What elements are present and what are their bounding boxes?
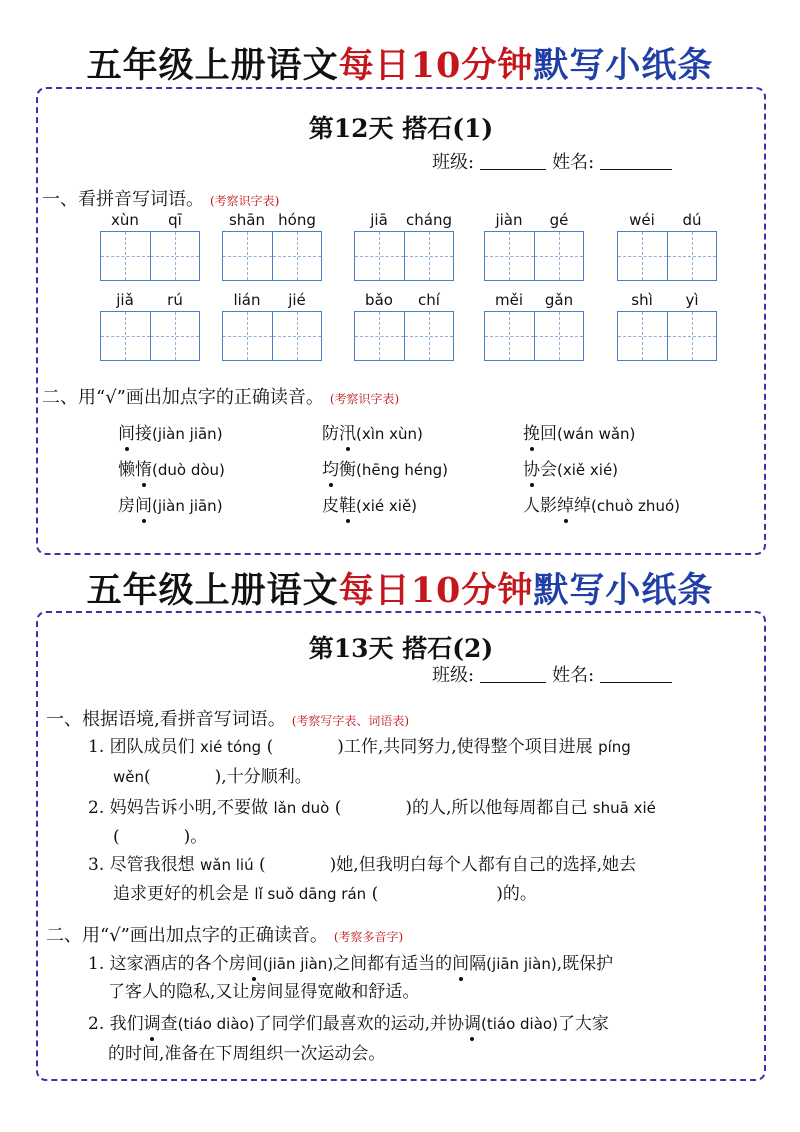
class-label: 班级: <box>432 665 475 686</box>
section-title: 一、根据语境,看拼音写词语。 <box>46 709 286 730</box>
section-note: (考察写字表、词语表) <box>291 714 410 728</box>
pinyin-label: shì yì <box>631 291 699 309</box>
name-blank[interactable] <box>600 664 672 683</box>
section-note: (考察识字表) <box>210 194 280 208</box>
writing-grid[interactable] <box>100 311 200 361</box>
day12-section2 <box>42 383 399 409</box>
question-2-line1: 2. 妈妈告诉小明,不要做 lǎn duò ( )的人,所以他每周都自己 shuā xié <box>88 798 656 818</box>
pinyin-label: bǎo chí <box>365 291 440 309</box>
question-2-line2: ( )。 <box>113 827 208 847</box>
reading-item: 防汛(xìn xùn) <box>322 424 423 444</box>
section-note: (考察识字表) <box>329 392 400 406</box>
question-1-line1: 1. 团队成员们 xié tóng ( )工作,共同努力,使得整个项目进展 píng <box>88 737 631 757</box>
pinyin-label: shān hóng <box>228 211 316 229</box>
banner-part2: 每日10分钟 <box>338 45 534 86</box>
banner-part1: 五年级上册语文 <box>86 45 339 86</box>
writing-grid[interactable] <box>617 231 717 281</box>
day13-section1 <box>46 705 409 731</box>
question-3-line2: 追求更好的机会是 lǐ suǒ dāng rán ( )的。 <box>113 884 537 904</box>
pinyin-label: lián jié <box>233 291 306 309</box>
day12-title: 第12天 搭石(1) <box>308 114 494 143</box>
reading-item: 挽回(wán wǎn) <box>523 424 636 444</box>
reading-item: 均衡(hēng héng) <box>322 460 448 480</box>
pinyin-label: měi gǎn <box>494 291 574 309</box>
writing-grid[interactable] <box>354 231 454 281</box>
class-blank[interactable] <box>480 664 546 683</box>
section-title: 二、用“√”画出加点字的正确读音。 <box>46 925 328 946</box>
banner-part3: 默写小纸条 <box>533 45 714 86</box>
pinyin-label: wéi dú <box>629 211 702 229</box>
class-name-row <box>432 661 678 687</box>
section-title: 二、用“√”画出加点字的正确读音。 <box>42 387 324 408</box>
pinyin-label: xùn qī <box>111 211 182 229</box>
class-blank[interactable] <box>480 151 546 170</box>
banner-part2: 每日10分钟 <box>338 570 534 611</box>
day12-section1 <box>42 185 279 211</box>
sentence-2-line1: 2. 我们调查(tiáo diào)了同学们最喜欢的运动,并协调(tiáo diào)了大家 <box>88 1014 609 1034</box>
banner-day12 <box>0 38 800 88</box>
reading-item: 懒惰(duò dòu) <box>118 460 225 480</box>
name-label: 姓名: <box>552 152 595 173</box>
banner-part1: 五年级上册语文 <box>86 570 339 611</box>
writing-grid[interactable] <box>222 231 322 281</box>
pinyin-label: jiàn gé <box>495 211 569 229</box>
pinyin-label: jiǎ rú <box>116 291 183 309</box>
question-1-line2: wěn( ),十分顺利。 <box>113 767 312 787</box>
card-day13 <box>36 611 766 1081</box>
banner-part3: 默写小纸条 <box>533 570 714 611</box>
name-label: 姓名: <box>552 665 595 686</box>
card-day12 <box>36 87 766 555</box>
writing-grid[interactable] <box>484 231 584 281</box>
pinyin-label: jiā cháng <box>370 211 452 229</box>
sentence-1-line1: 1. 这家酒店的各个房间(jiān jiàn)之间都有适当的间隔(jiān jiàn),既保护 <box>88 954 614 974</box>
class-label: 班级: <box>432 152 475 173</box>
sentence-1-line2: 了客人的隐私,又让房间显得宽敞和舒适。 <box>108 982 420 1002</box>
class-name-row <box>432 148 678 174</box>
writing-grid[interactable] <box>222 311 322 361</box>
banner-day13 <box>0 563 800 613</box>
section-note: (考察多音字) <box>333 930 404 944</box>
reading-item: 间接(jiàn jiān) <box>118 424 223 444</box>
writing-grid[interactable] <box>484 311 584 361</box>
question-3-line1: 3. 尽管我很想 wǎn liú ( )她,但我明白每个人都有自己的选择,她去 <box>88 855 637 875</box>
day13-title: 第13天 搭石(2) <box>308 634 494 663</box>
section-title: 一、看拼音写词语。 <box>42 189 204 210</box>
writing-grid[interactable] <box>354 311 454 361</box>
reading-item: 协会(xiě xié) <box>523 460 619 480</box>
writing-grid[interactable] <box>100 231 200 281</box>
reading-item: 人影绰绰(chuò zhuó) <box>523 496 680 516</box>
reading-item: 房间(jiàn jiān) <box>118 496 223 516</box>
sentence-2-line2: 的时间,准备在下周组织一次运动会。 <box>108 1044 386 1064</box>
writing-grid[interactable] <box>617 311 717 361</box>
reading-item: 皮鞋(xié xiě) <box>322 496 418 516</box>
name-blank[interactable] <box>600 151 672 170</box>
day13-section2 <box>46 921 403 947</box>
